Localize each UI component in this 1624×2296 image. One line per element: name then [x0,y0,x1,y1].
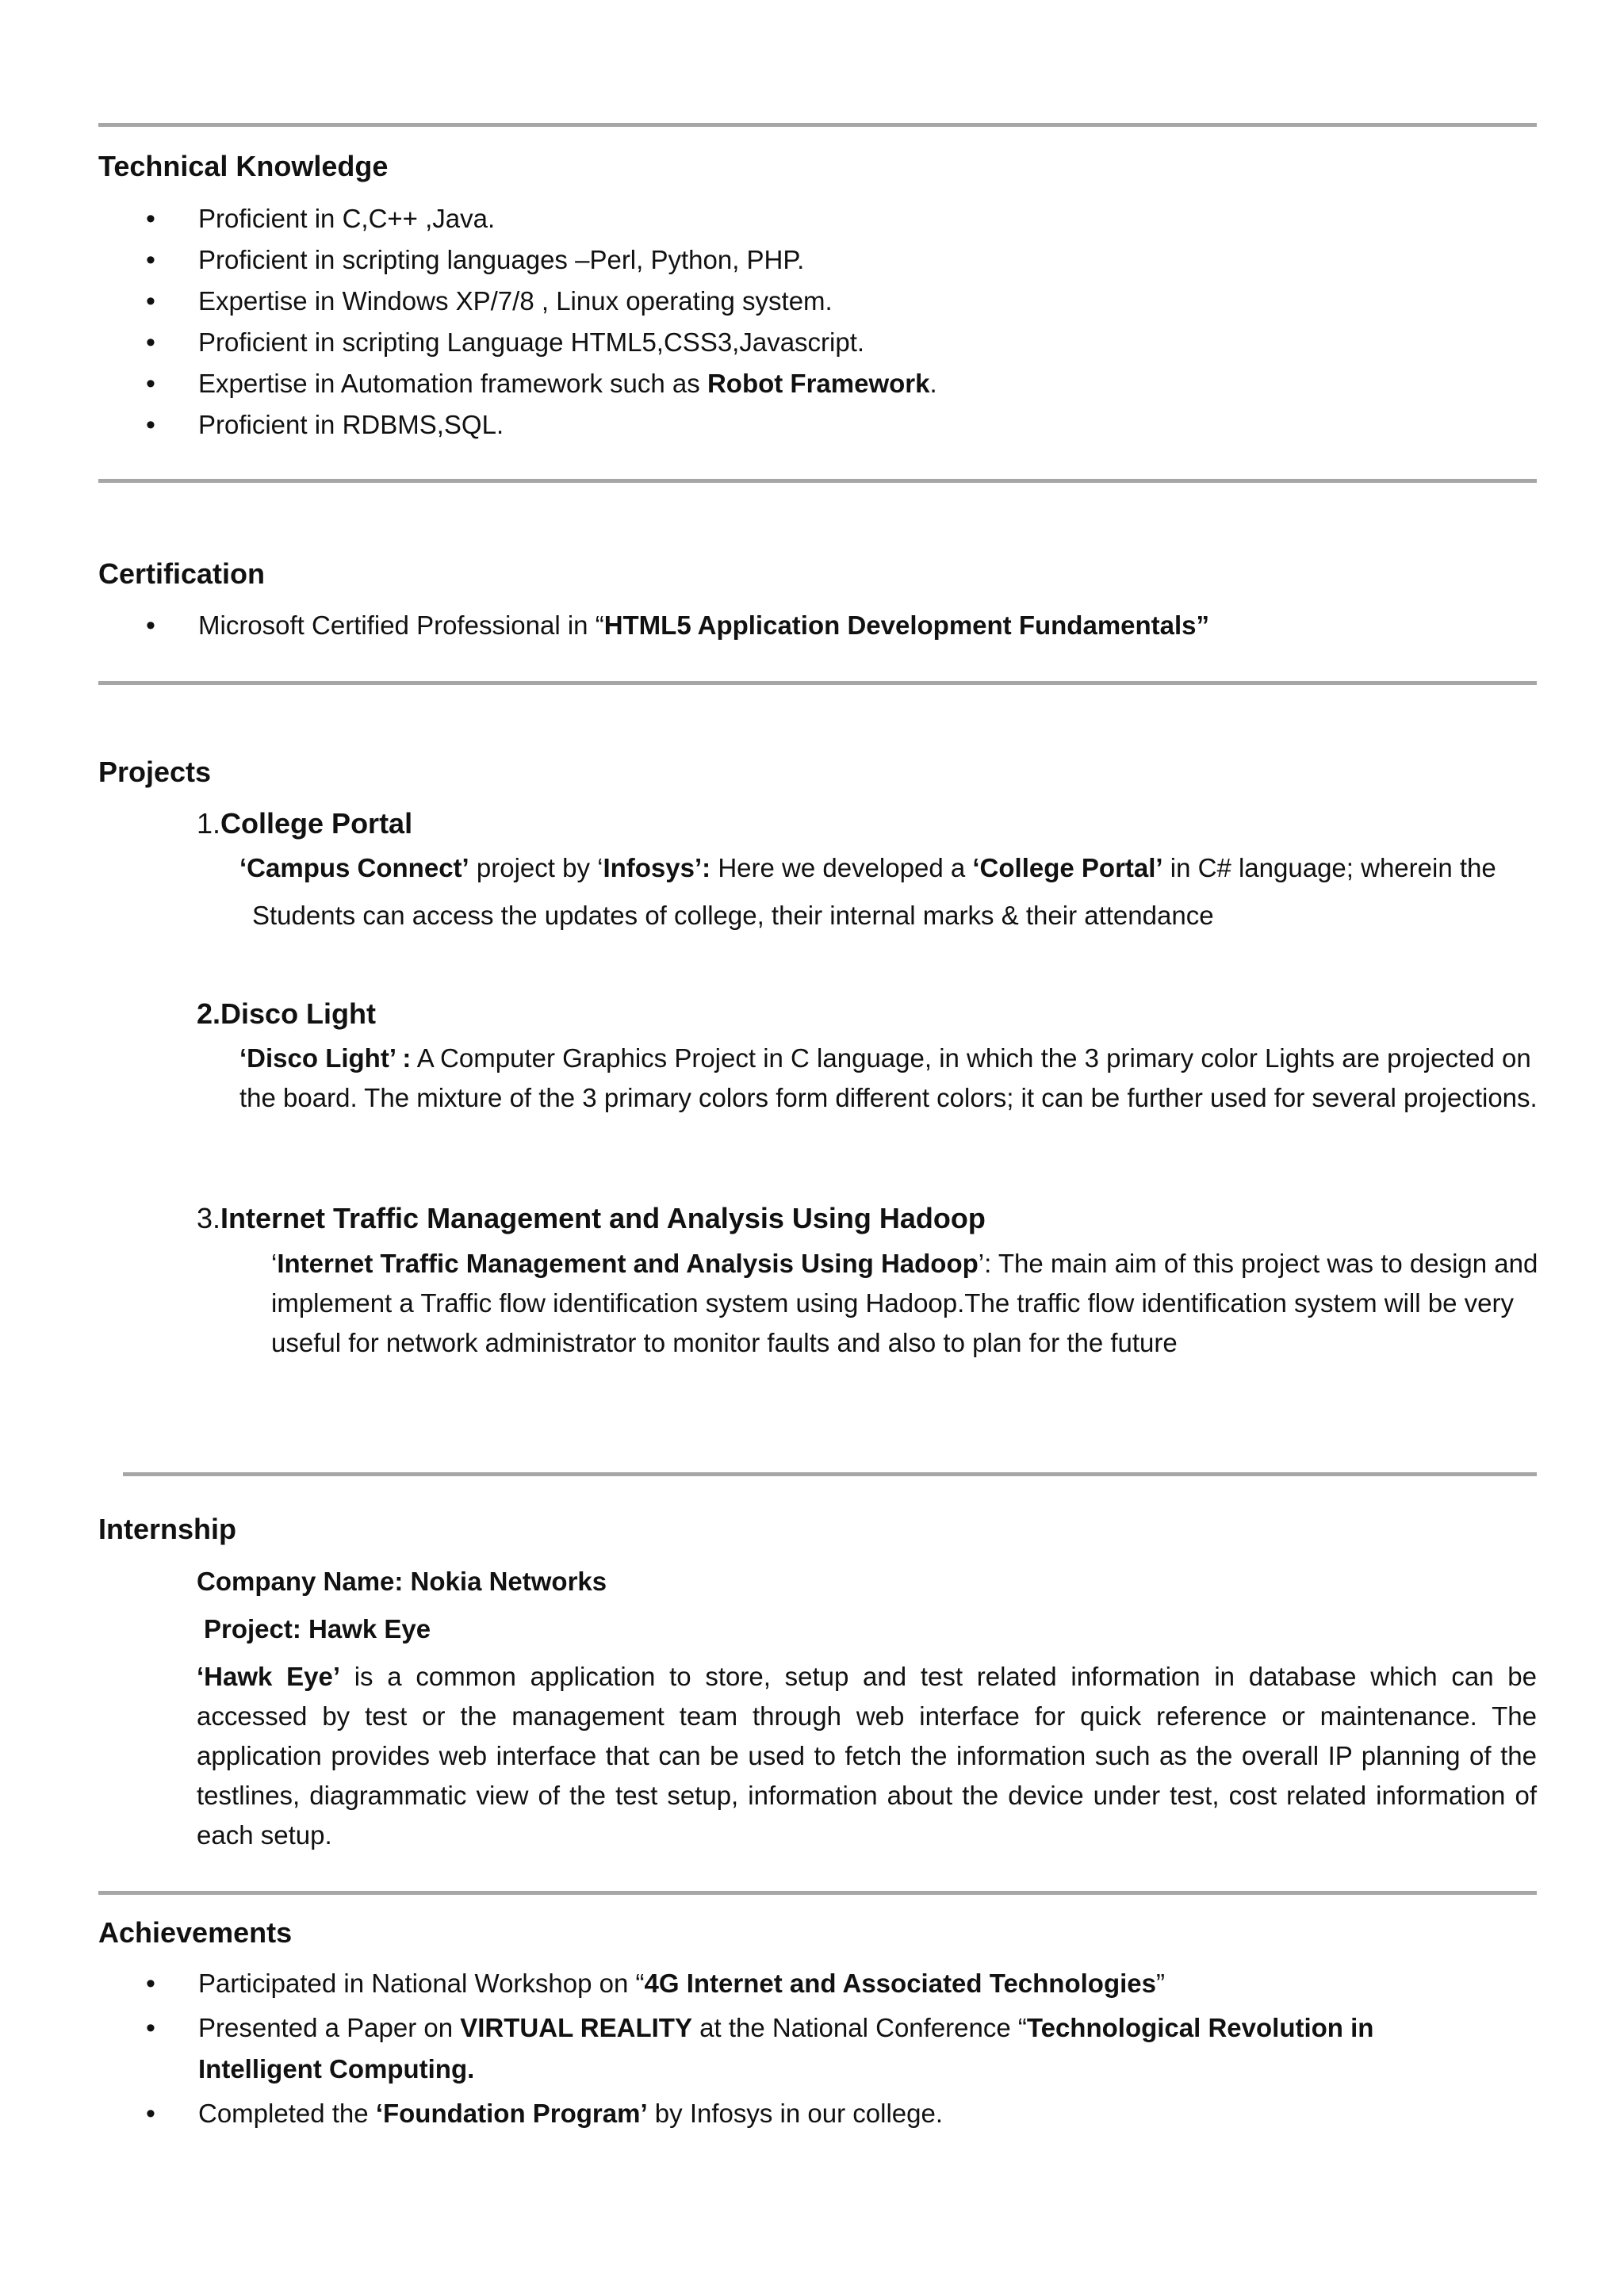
project-3-title: 3.Internet Traffic Management and Analysis Using Hadoop [197,1202,986,1234]
list-item: • Proficient in scripting languages –Perl, Python, PHP. [98,239,937,281]
project-3-description: ‘Internet Traffic Management and Analysis Using Hadoop’: The main aim of this project was to design and implement a Traffic flow identification system using Hadoop.The traffic flow identification system will be very useful for network administrator to monitor faults and also to plan for the future [271,1249,1538,1357]
achievements-list [98,1963,1537,2134]
list-item: • Expertise in Automation framework such as Robot Framework. [98,363,937,404]
internship-project: Project: Hawk Eye [204,1614,431,1644]
list-item: • Expertise in Windows XP/7/8 , Linux operating system. [98,281,937,322]
projects-heading: Projects [98,756,212,788]
certification-list [98,605,1209,646]
certification-heading: Certification [98,557,266,590]
list-item: • Proficient in scripting Language HTML5,CSS3,Javascript. [98,322,937,363]
internship-description: ‘Hawk Eye’ is a common application to store, setup and test related information in database which can be accessed by test or the management team through web interface for quick reference or maintenance. The application provides web interface that can be used to fetch the information such as the overall IP planning of the testlines, diagrammatic view of the test setup, information about the device under test, cost related information of each setup. [197,1662,1537,1850]
internship-heading: Internship [98,1513,237,1545]
divider-rule [98,479,1537,483]
project-1-description: ‘Campus Connect’ project by ‘Infosys’: Here we developed a ‘College Portal’ in C# language; wherein the [239,853,1496,882]
divider-rule [98,123,1537,127]
achievements-heading: Achievements [98,1916,293,1949]
list-item: • Proficient in RDBMS,SQL. [98,404,937,446]
list-item: • Completed the ‘Foundation Program’ by Infosys in our college. [98,2093,1537,2134]
project-1-title: 1.College Portal [197,807,413,840]
technical-knowledge-heading: Technical Knowledge [98,150,389,182]
internship-company: Company Name: Nokia Networks [197,1567,607,1596]
list-item: • Proficient in C,C++ ,Java. [98,198,937,239]
list-item: • Participated in National Workshop on “4G Internet and Associated Technologies” [98,1963,1537,2004]
divider-rule [98,1891,1537,1895]
project-2-description: ‘Disco Light’ : A Computer Graphics Project in C language, in which the 3 primary color Lights are projected on the board. The mixture of the 3 primary colors form different colors; it can be further used for several projections. [239,1043,1538,1112]
technical-knowledge-list [98,198,937,446]
project-2-title: 2.Disco Light [197,997,377,1030]
divider-rule [98,681,1537,685]
list-item: • Presented a Paper on VIRTUAL REALITY at the National Conference “Technological Revolution in Intelligent Computing. [98,2007,1537,2090]
list-item: • Microsoft Certified Professional in “HTML5 Application Development Fundamentals” [98,605,1209,646]
divider-rule [123,1472,1537,1476]
project-1-description-line2: Students can access the updates of college, their internal marks & their attendance [252,901,1214,930]
